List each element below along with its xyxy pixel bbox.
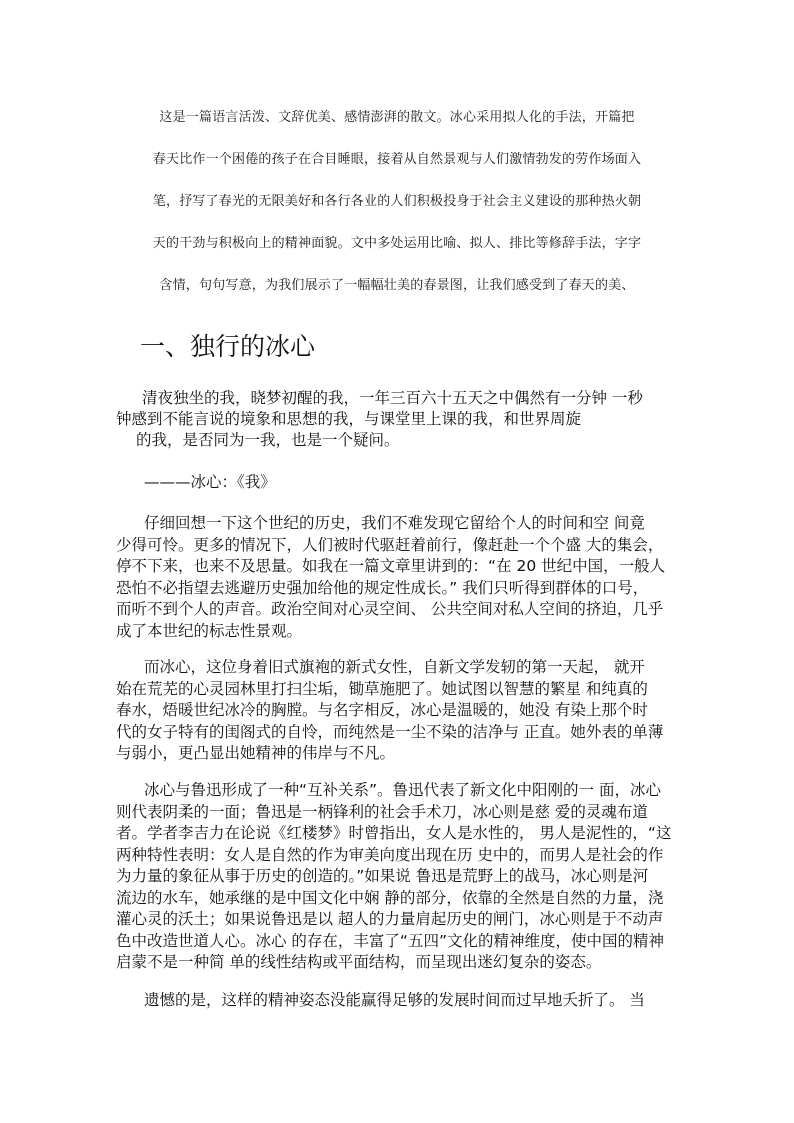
paragraph-line: 色中改造世道人心。冰心 的存在，丰富了“五四”文化的精神维度，使中国的精神 (116, 931, 664, 950)
paragraph-line: 流边的水车，她承继的是中国文化中娴 静的部分，依靠的全然是自然的力量，浇 (116, 888, 664, 907)
paragraph-line: 冰心与鲁迅形成了一种“互补关系”。鲁迅代表了新文化中阳刚的一 面，冰心 (144, 781, 661, 799)
quote-line: 的我，是否同为一我，也是一个疑问。 (136, 431, 400, 449)
paragraph-line: 春水，焐暖世纪冰冷的胸膛。与名字相反，冰心是温暖的，她没 有染上那个时 (116, 701, 648, 719)
paragraph-line: 恐怕不必指望去逃避历史强加给他的规定性成长。” 我们只听得到群体的口号， (116, 578, 649, 597)
body-paragraph (116, 780, 676, 974)
paragraph-line: 停不下来，也来不及思量。如我在一篇文章里讲到的：“在 20 世纪中国，一般人 (116, 557, 666, 575)
paragraph-line: 与弱小，更凸显出她精神的伟岸与不凡。 (116, 744, 396, 762)
paragraph-line: 启蒙不是一种简 单的线性结构或平面结构，而呈现出迷幻复杂的姿态。 (116, 953, 602, 971)
paragraph-line: 为力量的象征从事于历史的创造的。”如果说 鲁迅是荒野上的战马，冰心则是河 (116, 867, 649, 885)
paragraph-line: 而冰心，这位身着旧式旗袍的新式女性，自新文学发轫的第一天起， 就开 (144, 658, 645, 676)
intro-line: 这是一篇语言活泼、文辞优美、感情澎湃的散文。冰心采用拟人化的手法，开篇把 (159, 110, 635, 125)
paragraph-line: 少得可怜。更多的情况下，人们被时代驱赶着前行，像赶赴一个个盛 大的集会， (116, 535, 664, 554)
quote-attribution: ———冰心：《我》 (144, 473, 276, 491)
body-paragraph (116, 513, 676, 642)
paragraph-line: 遗憾的是，这样的精神姿态没能赢得足够的发展时间而过早地夭折了。 当 (144, 991, 645, 1009)
paragraph-line: 而听不到个人的声音。政治空间对心灵空间、 公共空间对私人空间的挤迫，几乎 (116, 600, 664, 618)
intro-line: 春天比作一个困倦的孩子在合目睡眼，接着从自然景观与人们激情勃发的劳作场面入 (152, 152, 642, 167)
paragraph-line: 代的女子特有的闺阁式的自怜，而纯然是一尘不染的洁净与 正直。她外表的单薄 (116, 722, 664, 741)
paragraph-line: 灌心灵的沃土；如果说鲁迅是以 超人的力量肩起历史的闸门，冰心则是于不动声 (116, 910, 664, 928)
paragraph-line: 两种特性表明：女人是自然的作为审美向度出现在历 史中的，而男人是社会的作 (116, 845, 664, 864)
paragraph-line: 成了本世纪的标志性景观。 (116, 621, 303, 640)
body-paragraph (116, 657, 676, 765)
paragraph-line: 仔细回想一下这个世纪的历史，我们不难发现它留给个人的时间和空 间竟 (144, 514, 645, 532)
intro-line: 天的干劲与积极向上的精神面貌。文中多处运用比喻、拟人、排比等修辞手法，字字 (152, 236, 642, 251)
body-paragraph (116, 990, 676, 1012)
intro-line: 含情，句句写意，为我们展示了一幅幅壮美的春景图，让我们感受到了春天的美、 (159, 278, 635, 293)
quote-line: 清夜独坐的我，晓梦初醒的我，一年三百六十五天之中偶然有一分钟 一秒 (142, 389, 643, 407)
intro-line: 笔，抒写了春光的无限美好和各行各业的人们积极投身于社会主义建设的那种热火朝 (152, 194, 642, 209)
section-heading: 一、独行的冰心 (140, 332, 316, 361)
paragraph-line: 始在荒芜的心灵园林里打扫尘垢，锄草施肥了。她试图以智慧的繁星 和纯真的 (116, 679, 648, 698)
paragraph-line: 者。学者李吉力在论说《红楼梦》时曾指出，女人是水性的， 男人是泥性的，“这 (116, 824, 672, 842)
paragraph-line: 则代表阴柔的一面；鲁迅是一柄锋利的社会手术刀，冰心则是慈 爱的灵魂布道 (116, 802, 648, 821)
quote-line: 钟感到不能言说的境象和思想的我，与课堂里上课的我，和世界周旋 (116, 410, 582, 428)
